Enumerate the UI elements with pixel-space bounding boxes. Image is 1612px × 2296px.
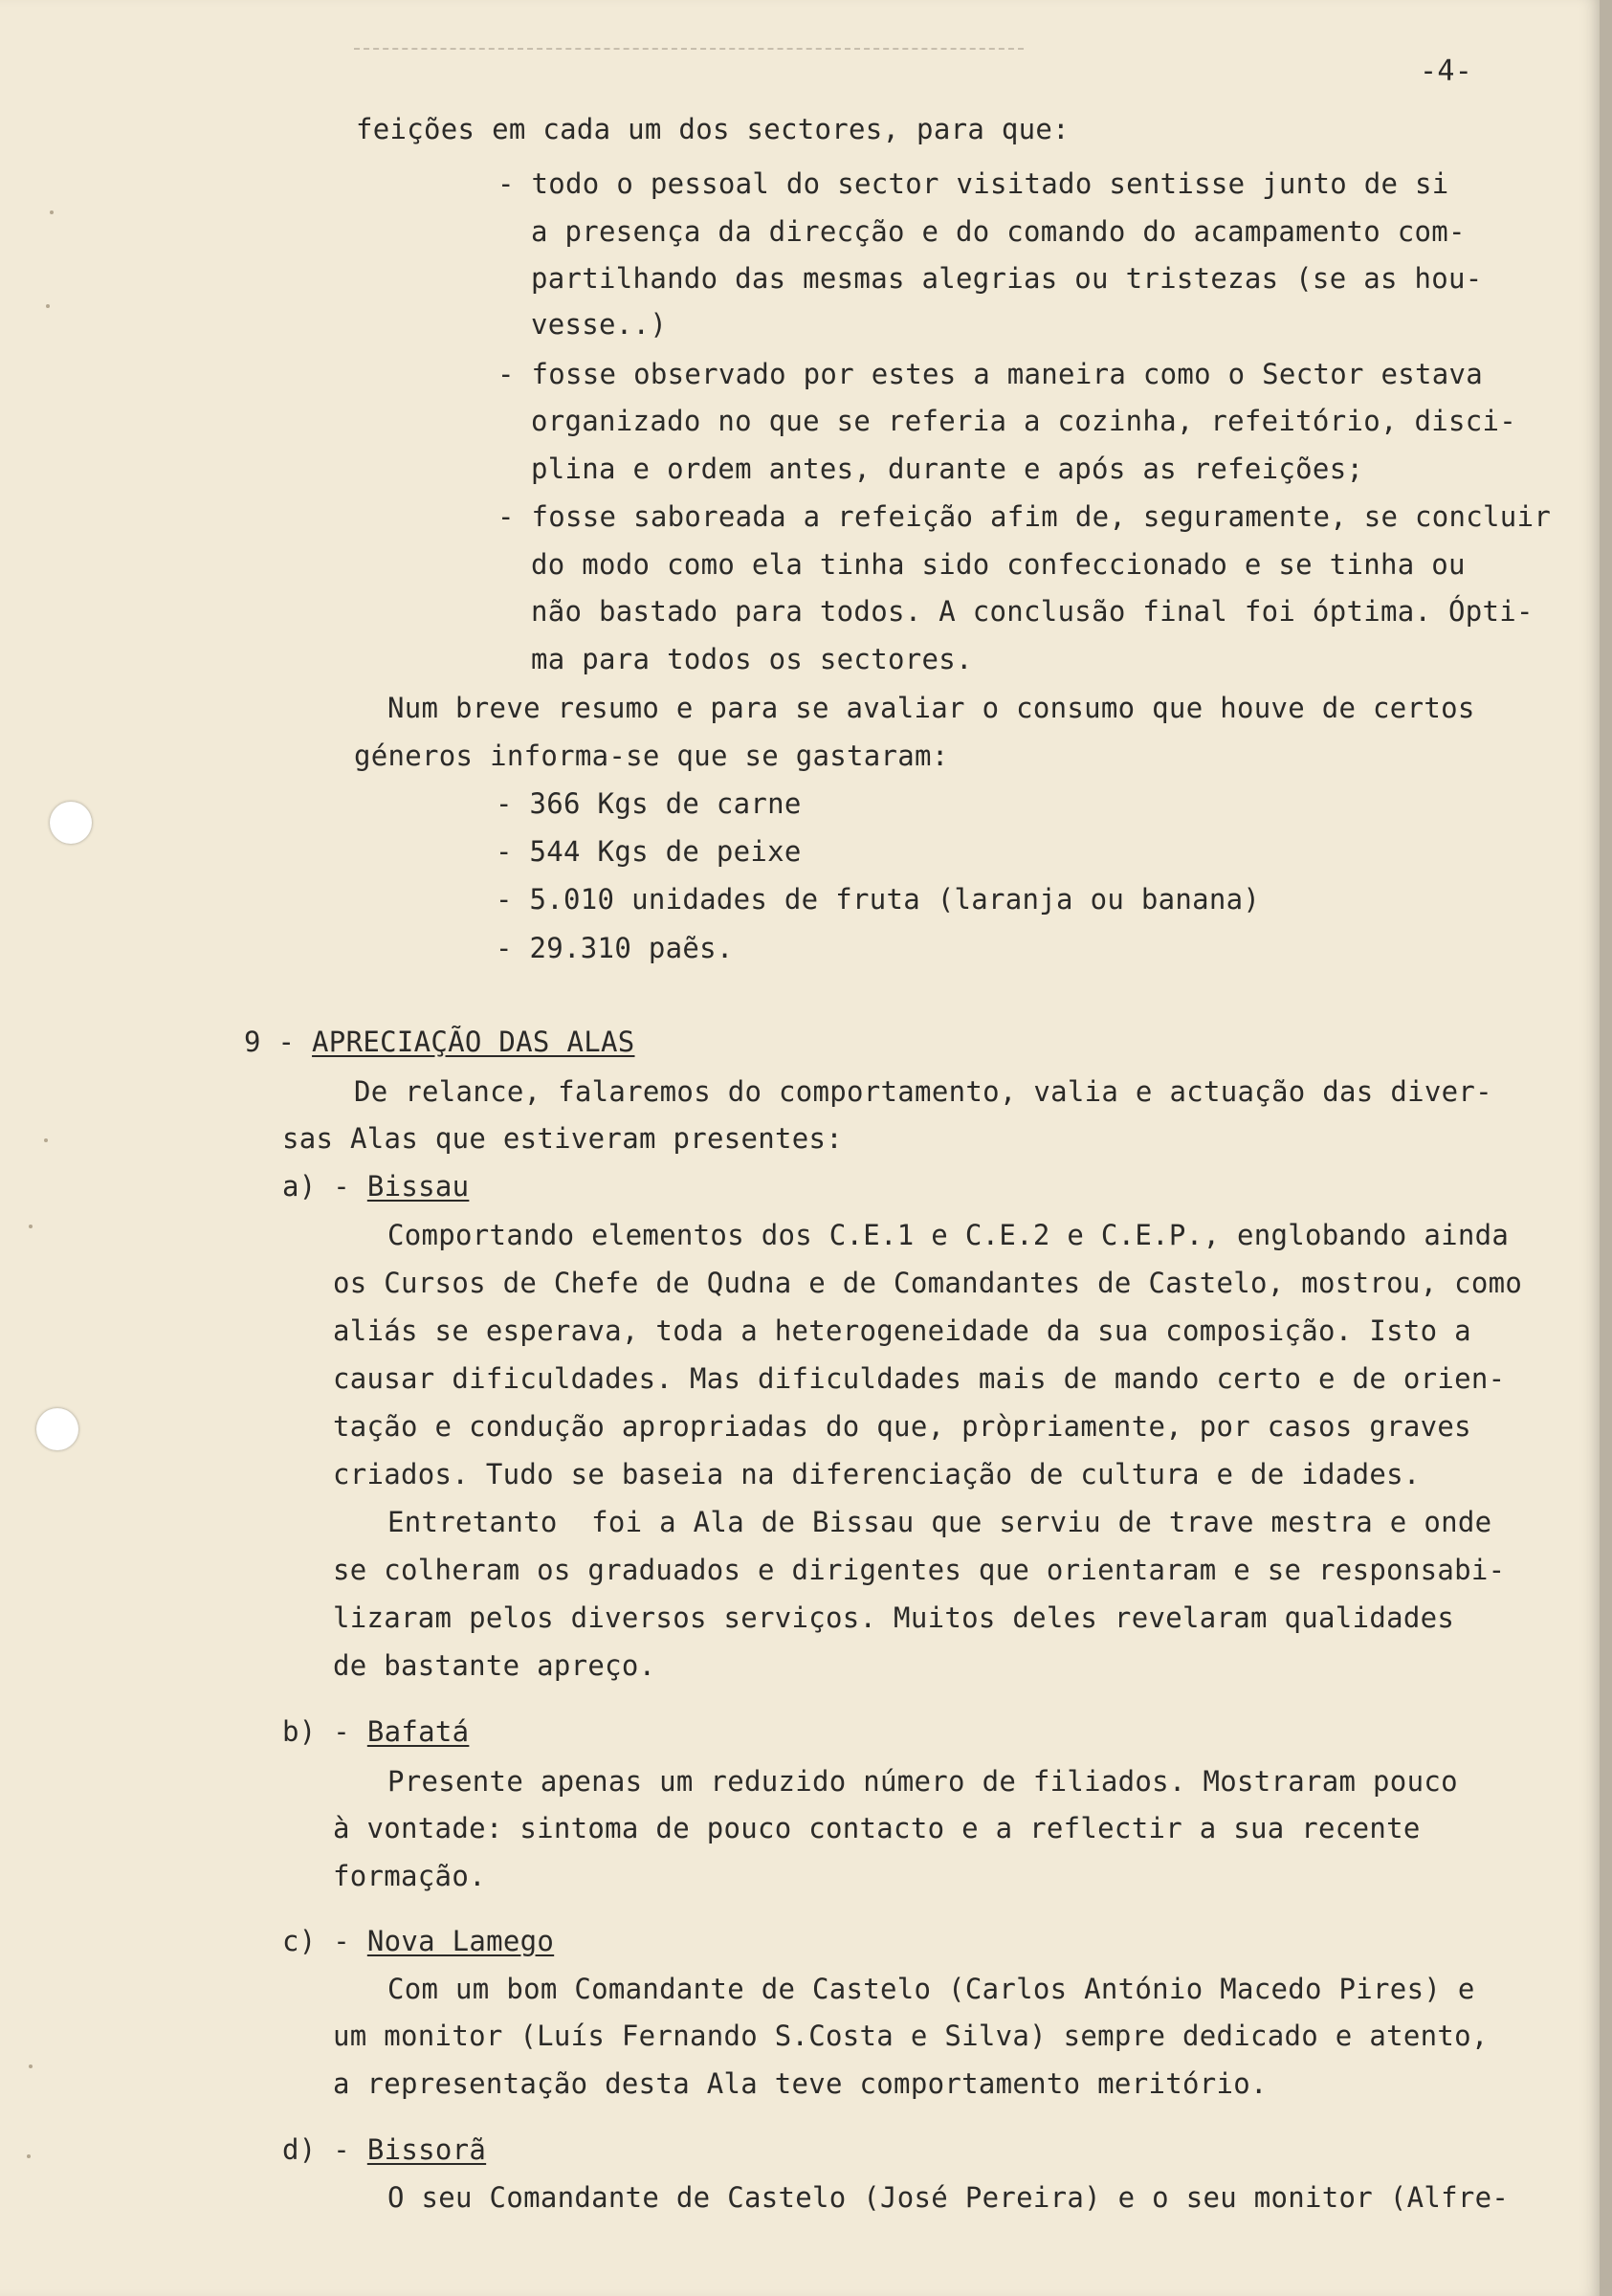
text-line: O seu Comandante de Castelo (José Pereira) e o seu monitor (Alfre- — [387, 2181, 1510, 2214]
text-line: vesse..) — [531, 308, 668, 341]
paper-speck — [27, 2154, 31, 2158]
subsection-heading — [282, 1925, 554, 1957]
text-line: se colheram os graduados e dirigentes que orientaram e se responsabi- — [333, 1554, 1506, 1586]
subsection-heading — [282, 1170, 469, 1203]
section-title: APRECIAÇÃO DAS ALAS — [312, 1026, 635, 1058]
text-line: géneros informa-se que se gastaram: — [354, 740, 949, 772]
text-line: Comportando elementos dos C.E.1 e C.E.2 e C.E.P., englobando ainda — [387, 1219, 1510, 1251]
text-line: lizaram pelos diversos serviços. Muitos deles revelaram qualidades — [333, 1601, 1455, 1634]
list-item: - 544 Kgs de peixe — [496, 835, 802, 868]
text-line: plina e ordem antes, durante e após as refeições; — [531, 453, 1364, 485]
text-line: Entretanto foi a Ala de Bissau que serviu de trave mestra e onde — [387, 1506, 1492, 1538]
paper-speck — [50, 210, 54, 214]
text-line: organizado no que se referia a cozinha, refeitório, disci- — [531, 405, 1517, 437]
text-line: de bastante apreço. — [333, 1649, 656, 1682]
text-line: à vontade: sintoma de pouco contacto e a reflectir a sua recente — [333, 1812, 1421, 1844]
subsection-heading — [282, 1715, 469, 1748]
list-item: - 366 Kgs de carne — [496, 787, 802, 820]
text-line: do modo como ela tinha sido confeccionado e se tinha ou — [531, 548, 1466, 581]
text-line: ma para todos os sectores. — [531, 643, 973, 675]
page-number: -4- — [1420, 55, 1473, 88]
text-line: formação. — [333, 1860, 486, 1892]
text-line: - todo o pessoal do sector visitado sentisse junto de si — [497, 167, 1449, 200]
text-line: Presente apenas um reduzido número de filiados. Mostraram pouco — [387, 1765, 1458, 1798]
text-line: um monitor (Luís Fernando S.Costa e Silva) sempre dedicado e atento, — [333, 2020, 1489, 2052]
text-line: aliás se esperava, toda a heterogeneidade da sua composição. Isto a — [333, 1314, 1471, 1347]
subsection-title: Nova Lamego — [366, 1925, 555, 1957]
list-item: - 5.010 unidades de fruta (laranja ou banana) — [496, 883, 1261, 916]
text-line: Num breve resumo e para se avaliar o consumo que houve de certos — [387, 692, 1475, 724]
text-line: Com um bom Comandante de Castelo (Carlos António Macedo Pires) e — [387, 1973, 1475, 2005]
list-item: - 29.310 paẽs. — [496, 932, 734, 964]
punch-hole-top — [50, 802, 92, 844]
paper-speck — [29, 1225, 33, 1228]
text-line: partilhando das mesmas alegrias ou tristezas (se as hou- — [531, 262, 1483, 295]
text-line: - fosse observado por estes a maneira como o Sector estava — [497, 358, 1484, 390]
subsection-title: Bissau — [366, 1170, 470, 1203]
section-number: 9 - — [244, 1026, 313, 1058]
paper-speck — [44, 1138, 48, 1142]
section-heading — [244, 1026, 634, 1058]
paper-speck — [29, 2064, 33, 2068]
subsection-label: a) - — [282, 1170, 367, 1203]
subsection-title: Bafatá — [366, 1715, 470, 1748]
text-line: feições em cada um dos sectores, para que: — [356, 113, 1070, 145]
paper-speck — [46, 304, 50, 308]
text-line: De relance, falaremos do comportamento, valia e actuação das diver- — [354, 1075, 1492, 1108]
text-line: os Cursos de Chefe de Qudna e de Comandantes de Castelo, mostrou, como — [333, 1267, 1523, 1299]
subsection-heading — [282, 2133, 486, 2166]
text-line: sas Alas que estiveram presentes: — [282, 1122, 844, 1155]
subsection-label: b) - — [282, 1715, 367, 1748]
text-line: a presença da direcção e do comando do acampamento com- — [531, 215, 1466, 248]
text-line: tação e condução apropriadas do que, pròpriamente, por casos graves — [333, 1410, 1471, 1443]
subsection-title: Bissorã — [366, 2133, 487, 2166]
text-line: a representação desta Ala teve comportamento meritório. — [333, 2067, 1268, 2100]
text-line: não bastado para todos. A conclusão final foi óptima. Ópti- — [531, 595, 1534, 628]
subsection-label: c) - — [282, 1925, 367, 1957]
subsection-label: d) - — [282, 2133, 367, 2166]
punch-hole-bottom — [36, 1408, 78, 1450]
scanner-edge — [1600, 0, 1612, 2296]
text-line: causar dificuldades. Mas dificuldades mais de mando certo e de orien- — [333, 1362, 1506, 1395]
text-line: criados. Tudo se baseia na diferenciação de cultura e de idades. — [333, 1458, 1421, 1490]
faded-header-line — [354, 48, 1024, 50]
text-line: - fosse saboreada a refeição afim de, seguramente, se concluir — [497, 500, 1552, 533]
